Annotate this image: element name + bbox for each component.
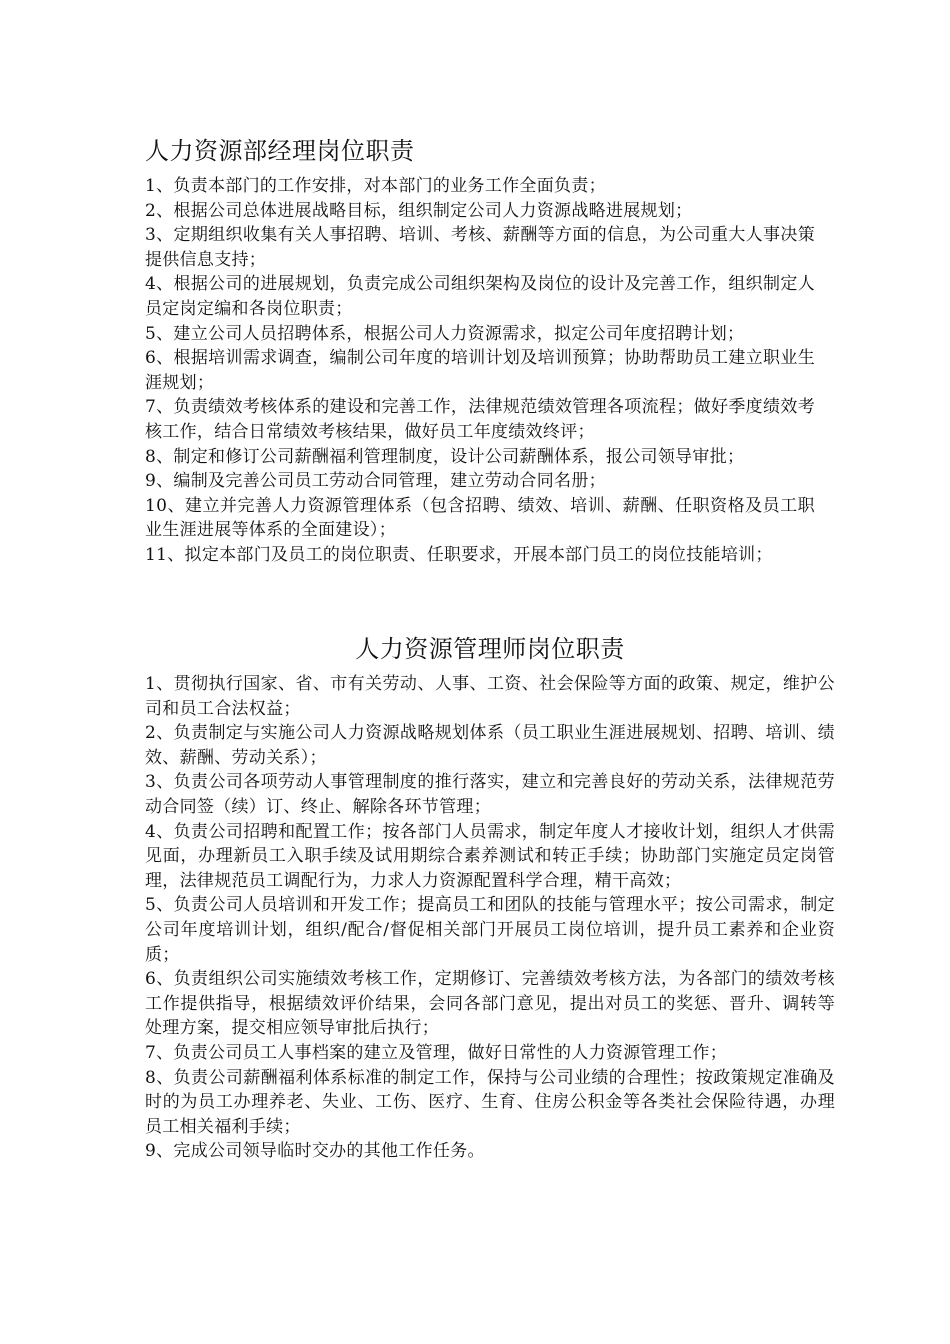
duty-item: 9、完成公司领导临时交办的其他工作任务。 bbox=[145, 1141, 485, 1162]
duty-item: 9、编制及完善公司员工劳动合同管理，建立劳动合同名册； bbox=[145, 471, 606, 492]
duty-item: 11、拟定本部门及员工的岗位职责、任职要求，开展本部门员工的岗位技能培训； bbox=[145, 544, 773, 565]
duty-item: 3、负责公司各项劳动人事管理制度的推行落实，建立和完善良好的劳动关系，法律规范劳动合同签（续）订、终止、解除各环节管理； bbox=[145, 772, 835, 817]
duty-item: 10、建立并完善人力资源管理体系（包含招聘、绩效、培训、薪酬、任职资格及员工职业生涯进展等体系的全面建设）； bbox=[145, 495, 815, 541]
duty-item: 6、根据培训需求调查，编制公司年度的培训计划及培训预算；协助帮助员工建立职业生涯规划； bbox=[145, 348, 815, 393]
duty-item: 2、根据公司总体进展战略目标，组织制定公司人力资源战略进展规划； bbox=[145, 200, 693, 221]
duty-item: 4、根据公司的进展规划，负责完成公司组织架构及岗位的设计及完善工作，组织制定人员定岗定编和各岗位职责； bbox=[145, 274, 815, 319]
duty-item: 7、负责绩效考核体系的建设和完善工作，法律规范绩效管理各项流程；做好季度绩效考核工作，结合日常绩效考核结果，做好员工年度绩效终评； bbox=[145, 397, 815, 442]
duty-item: 5、建立公司人员招聘体系，根据公司人力资源需求，拟定公司年度招聘计划； bbox=[145, 323, 745, 344]
duty-list bbox=[145, 174, 815, 568]
duty-item: 1、贯彻执行国家、省、市有关劳动、人事、工资、社会保险等方面的政策、规定，维护公司和员工合法权益； bbox=[145, 674, 835, 719]
duty-item: 6、负责组织公司实施绩效考核工作，定期修订、完善绩效考核方法，为各部门的绩效考核工作提供指导，根据绩效评价结果，会同各部门意见，提出对员工的奖惩、晋升、调转等处理方案，提交相应领导审批后执行； bbox=[145, 969, 835, 1039]
duty-item: 7、负责公司员工人事档案的建立及管理，做好日常性的人力资源管理工作； bbox=[145, 1042, 728, 1063]
section-hr-specialist bbox=[145, 632, 835, 1164]
duty-item: 4、负责公司招聘和配置工作；按各部门人员需求，制定年度人才接收计划，组织人才供需见面，办理新员工入职手续及试用期综合素养测试和转正手续；协助部门实施定员定岗管理，法律规范员工调配行为，力求人力资源配置科学合理，精干高效； bbox=[145, 821, 835, 891]
section-title: 人力资源部经理岗位职责 bbox=[145, 137, 415, 165]
duty-list bbox=[145, 672, 835, 1164]
section-hr-manager bbox=[145, 134, 815, 568]
duty-item: 5、负责公司人员培训和开发工作；提高员工和团队的技能与管理水平；按公司需求，制定公司年度培训计划，组织/配合/督促相关部门开展员工岗位培训，提升员工素养和企业资质； bbox=[145, 895, 835, 965]
duty-item: 3、定期组织收集有关人事招聘、培训、考核、薪酬等方面的信息，为公司重大人事决策提供信息支持； bbox=[145, 225, 815, 270]
duty-item: 8、制定和修订公司薪酬福利管理制度，设计公司薪酬体系，报公司领导审批； bbox=[145, 446, 745, 467]
duty-item: 1、负责本部门的工作安排，对本部门的业务工作全面负责； bbox=[145, 176, 606, 196]
duty-item: 2、负责制定与实施公司人力资源战略规划体系（员工职业生涯进展规划、招聘、培训、绩效、薪酬、劳动关系）； bbox=[145, 723, 835, 768]
duty-item: 8、负责公司薪酬福利体系标准的制定工作，保持与公司业绩的合理性；按政策规定准确及时的为员工办理养老、失业、工伤、医疗、生育、住房公积金等各类社会保险待遇，办理员工相关福利手续； bbox=[145, 1067, 835, 1137]
section-title: 人力资源管理师岗位职责 bbox=[355, 635, 625, 663]
